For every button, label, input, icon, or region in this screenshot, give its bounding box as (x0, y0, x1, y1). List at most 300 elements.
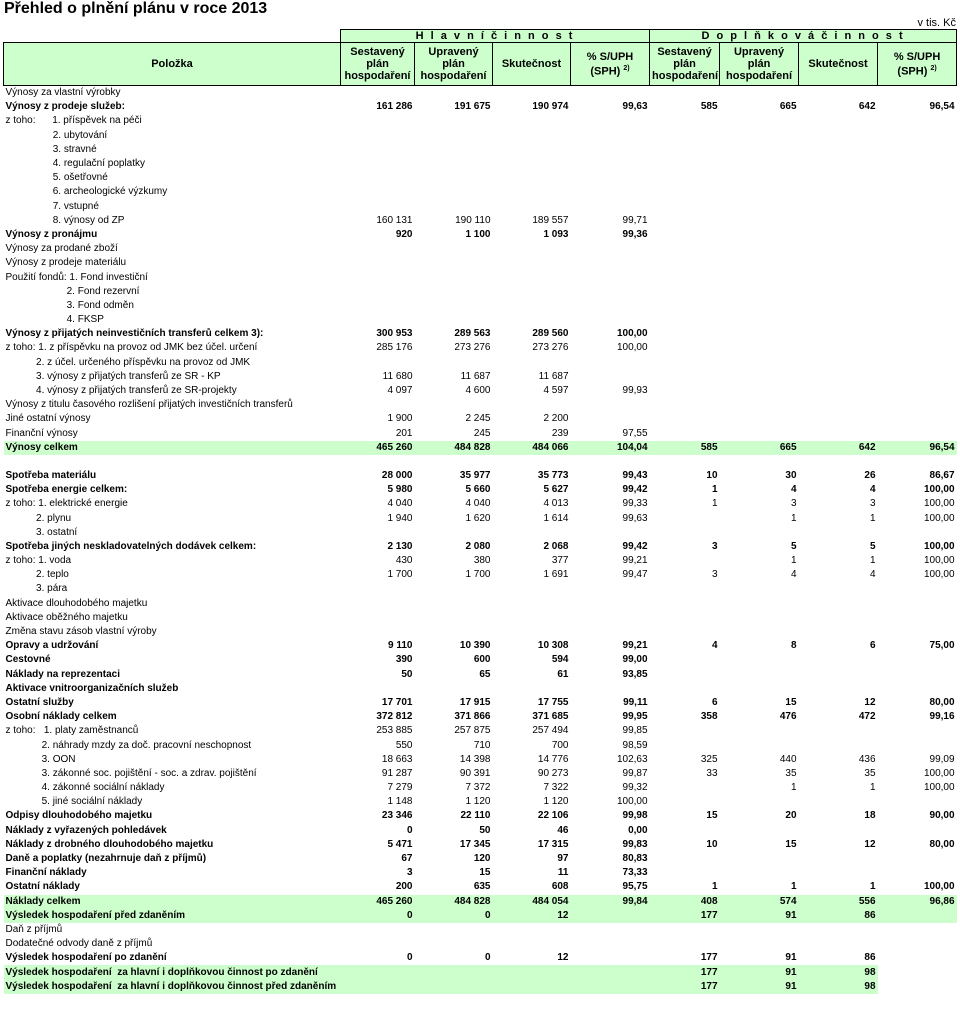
table-row (4, 511, 957, 525)
row-value: 190 974 (532, 101, 569, 113)
row-value: 4 (790, 484, 797, 496)
row-value (878, 185, 957, 199)
row-value (878, 171, 957, 185)
row-value: 10 308 (537, 640, 569, 652)
row-value (571, 270, 650, 284)
row-value: 2 245 (465, 413, 491, 425)
row-label: z toho: 1. voda (5, 555, 72, 567)
row-label: 3. stravné (5, 143, 97, 155)
table-row (4, 228, 957, 242)
row-value (571, 398, 650, 412)
table-row (4, 398, 957, 412)
row-value (878, 86, 957, 101)
table-row (4, 824, 957, 838)
row-value: 440 (779, 753, 797, 765)
header-sestaveny-dop: Sestavený plán hospodaření (650, 43, 720, 86)
row-value: 4 (869, 484, 876, 496)
row-value (878, 114, 957, 128)
row-value (799, 313, 878, 327)
row-value (799, 185, 878, 199)
row-label: Výsledek hospodaření za hlavní i doplňkovou činnost po zdanění (4, 965, 341, 979)
row-value (341, 455, 415, 469)
row-value: 476 (779, 711, 797, 723)
row-value (650, 228, 720, 242)
row-value: 177 (650, 980, 720, 994)
row-value (799, 143, 878, 157)
plan-table (3, 29, 957, 994)
row-value (720, 86, 799, 101)
table-row (4, 327, 957, 341)
row-value (571, 909, 650, 923)
row-value (799, 114, 878, 128)
row-value (878, 455, 957, 469)
row-value: 96,86 (878, 895, 957, 909)
row-value (493, 611, 571, 625)
row-value: 61 (557, 668, 569, 680)
row-value (415, 157, 493, 171)
row-label: Spotřeba jiných neskladovatelných dodávek celkem: (5, 540, 257, 552)
row-value (799, 299, 878, 313)
row-value: 7 279 (387, 782, 413, 794)
row-value (799, 200, 878, 214)
row-value: 99,71 (622, 214, 648, 226)
row-value: 15 (785, 696, 797, 708)
row-value (878, 313, 957, 327)
row-value (415, 526, 493, 540)
row-value (571, 285, 650, 299)
row-value (799, 795, 878, 809)
row-value (415, 455, 493, 469)
row-value (341, 270, 415, 284)
row-value (878, 653, 957, 667)
table-row (4, 129, 957, 143)
row-value (341, 937, 415, 951)
row-value: 12 (864, 838, 876, 850)
row-value: 6 (869, 640, 876, 652)
table-row (4, 866, 957, 880)
row-value: 22 110 (460, 810, 491, 822)
row-value: 86 (799, 909, 878, 923)
row-value (571, 412, 650, 426)
row-value (493, 270, 571, 284)
row-value (650, 554, 720, 568)
row-value: 4 (711, 640, 718, 652)
row-value: 75,00 (929, 640, 955, 652)
row-value: 99,33 (622, 498, 648, 510)
row-value (799, 270, 878, 284)
row-value (493, 157, 571, 171)
row-label: Změna stavu zásob vlastní výroby (5, 626, 157, 638)
row-value (571, 242, 650, 256)
row-value (571, 965, 650, 979)
row-value: 99,11 (623, 696, 648, 708)
row-value: 1 093 (543, 228, 569, 240)
row-value (493, 625, 571, 639)
unit-label: v tis. Kč (917, 17, 956, 29)
table-row (4, 597, 957, 611)
table-row (4, 356, 957, 370)
row-value: 14 398 (459, 753, 491, 765)
row-value: 33 (706, 767, 718, 779)
header-upraveny-hl: Upravený plán hospodaření (415, 43, 493, 86)
table-row (4, 781, 957, 795)
row-value: 46 (557, 824, 569, 836)
row-value (650, 200, 720, 214)
row-value (415, 682, 493, 696)
row-value (415, 625, 493, 639)
row-value: 11 687 (460, 370, 491, 382)
row-value: 4 040 (465, 498, 491, 510)
row-value (878, 143, 957, 157)
row-value (650, 724, 720, 738)
row-value (493, 582, 571, 596)
row-value (650, 356, 720, 370)
row-value: 430 (395, 555, 413, 567)
row-value (650, 738, 720, 752)
row-value: 15 (706, 810, 718, 822)
table-row (4, 611, 957, 625)
row-value: 98 (799, 980, 878, 994)
row-value (650, 270, 720, 284)
row-value: 1 (869, 555, 876, 567)
row-value: 100,00 (923, 782, 955, 794)
row-value: 1 (790, 782, 797, 794)
row-value: 10 (706, 838, 718, 850)
row-value: 93,85 (622, 668, 648, 680)
row-label: 3. zákonné soc. pojištění - soc. a zdrav. pojištění (5, 767, 257, 779)
row-value (720, 242, 799, 256)
row-value (415, 299, 493, 313)
row-label: 5. jiné sociální náklady (5, 796, 143, 808)
row-value (878, 668, 957, 682)
row-value (341, 398, 415, 412)
row-value (799, 129, 878, 143)
row-value: 1 148 (387, 796, 413, 808)
row-label: Náklady z drobného dlouhodobého majetku (5, 838, 214, 850)
row-value (415, 171, 493, 185)
row-value: 257 494 (532, 725, 569, 737)
row-value: 17 345 (459, 838, 491, 850)
row-value: 190 110 (455, 214, 491, 226)
table-row (4, 753, 957, 767)
row-value (799, 427, 878, 441)
row-value (341, 114, 415, 128)
row-value (878, 980, 957, 994)
row-value (799, 341, 878, 355)
row-value (799, 526, 878, 540)
row-label: 6. archeologické výzkumy (5, 186, 168, 198)
row-value: 257 875 (454, 725, 491, 737)
row-value (341, 682, 415, 696)
row-label: Osobní náklady celkem (5, 711, 117, 723)
row-value: 3 (406, 867, 413, 879)
row-value (341, 285, 415, 299)
row-value: 99,63 (622, 512, 648, 524)
table-row (4, 767, 957, 781)
row-value (571, 526, 650, 540)
row-label: 5. ošetřovné (5, 172, 108, 184)
row-value (878, 795, 957, 809)
table-row (4, 809, 957, 823)
row-value (720, 270, 799, 284)
table-row (4, 724, 957, 738)
table-row (4, 838, 957, 852)
row-value (799, 412, 878, 426)
row-value (720, 724, 799, 738)
row-value: 80,00 (929, 838, 955, 850)
header-doplnkova: D o p l ň k o v á č i n n o s t (650, 30, 957, 43)
row-value (878, 256, 957, 270)
row-value (650, 398, 720, 412)
row-value (720, 256, 799, 270)
row-value (571, 582, 650, 596)
row-value (650, 866, 720, 880)
row-value: 91 (720, 980, 799, 994)
row-value: 14 776 (537, 753, 569, 765)
row-value (878, 129, 957, 143)
row-value (341, 129, 415, 143)
row-value: 99,16 (929, 711, 955, 723)
row-value: 920 (395, 228, 413, 240)
row-value (799, 724, 878, 738)
row-value (720, 171, 799, 185)
row-value: 99,95 (622, 711, 648, 723)
row-value (341, 923, 415, 937)
row-value (493, 937, 571, 951)
row-value: 20 (785, 810, 797, 822)
row-value: 1 614 (543, 512, 569, 524)
row-value (720, 653, 799, 667)
row-value (650, 653, 720, 667)
row-value: 5 (869, 540, 876, 552)
header-polozka: Položka (4, 43, 341, 86)
row-value: 160 131 (376, 214, 413, 226)
row-value: 99,63 (622, 101, 648, 113)
table-row (4, 696, 957, 710)
row-label: Aktivace oběžného majetku (5, 611, 128, 623)
row-value (878, 597, 957, 611)
row-value: 1 (869, 512, 876, 524)
row-value: 91 (785, 952, 797, 964)
row-value (799, 356, 878, 370)
row-value (493, 114, 571, 128)
row-value (571, 157, 650, 171)
row-value: 100,00 (923, 555, 955, 567)
row-value: 100,00 (923, 881, 955, 893)
table-row (4, 738, 957, 752)
row-value (720, 129, 799, 143)
row-label: Spotřeba energie celkem: (5, 484, 128, 496)
row-value: 100,00 (923, 498, 955, 510)
row-value (493, 129, 571, 143)
row-label: Výnosy z přijatých neinvestičních transferů celkem 3): (5, 328, 264, 340)
row-value (720, 455, 799, 469)
row-value (493, 313, 571, 327)
row-value: 26 (864, 469, 876, 481)
row-value: 12 (557, 952, 569, 964)
table-row (4, 214, 957, 228)
row-value: 1 (790, 881, 797, 893)
row-value (415, 965, 493, 979)
row-value (720, 398, 799, 412)
row-value (720, 356, 799, 370)
row-value: 1 (869, 782, 876, 794)
row-value (799, 682, 878, 696)
row-value: 18 (864, 810, 876, 822)
row-value (799, 824, 878, 838)
row-value (571, 370, 650, 384)
row-label: z toho: 1. příspěvek na péči (5, 115, 142, 127)
row-value (650, 511, 720, 525)
row-value (878, 682, 957, 696)
row-value (341, 582, 415, 596)
row-value: 5 660 (465, 484, 491, 496)
row-value: 12 (493, 909, 571, 923)
row-value (878, 341, 957, 355)
row-value (878, 909, 957, 923)
row-value: 91 (720, 965, 799, 979)
row-label: 2. plynu (5, 512, 72, 524)
row-value (720, 611, 799, 625)
header-blank (4, 30, 341, 43)
header-upraveny-dop: Upravený plán hospodaření (720, 43, 799, 86)
row-value (799, 285, 878, 299)
row-value: 91 (720, 909, 799, 923)
row-value (650, 341, 720, 355)
table-row (4, 980, 957, 994)
table-row (4, 937, 957, 951)
table-row (4, 554, 957, 568)
row-value (878, 824, 957, 838)
row-value (341, 200, 415, 214)
row-value (720, 795, 799, 809)
row-value: 30 (785, 469, 797, 481)
row-value: 35 (864, 767, 876, 779)
row-value: 96,54 (929, 101, 955, 113)
row-value (720, 682, 799, 696)
row-label: Výsledek hospodaření před zdaněním (4, 909, 341, 923)
table-row (4, 455, 957, 469)
row-value: 585 (650, 441, 720, 455)
row-value (720, 738, 799, 752)
row-value (650, 455, 720, 469)
row-value (650, 582, 720, 596)
row-value (878, 242, 957, 256)
row-value (720, 313, 799, 327)
row-value: 17 315 (537, 838, 569, 850)
row-value: 86,67 (929, 469, 955, 481)
row-value (878, 724, 957, 738)
row-value (799, 653, 878, 667)
table-row (4, 200, 957, 214)
row-value: 100,00 (923, 512, 955, 524)
row-label: Finanční výnosy (5, 427, 78, 439)
row-value (493, 86, 571, 101)
row-value (878, 370, 957, 384)
table-row (4, 965, 957, 979)
row-value (341, 313, 415, 327)
row-value (799, 866, 878, 880)
row-value: 23 346 (381, 810, 413, 822)
row-label: Dodatečné odvody daně z příjmů (5, 938, 153, 950)
row-value (878, 526, 957, 540)
row-value: 5 (790, 540, 797, 552)
row-value (415, 185, 493, 199)
row-value: 99,21 (622, 640, 648, 652)
row-value (571, 86, 650, 101)
row-value (493, 285, 571, 299)
row-value: 177 (650, 909, 720, 923)
row-value: 96,54 (878, 441, 957, 455)
row-value (650, 129, 720, 143)
row-label: Výsledek hospodaření po zdanění (5, 952, 167, 964)
row-value (720, 427, 799, 441)
row-value (493, 299, 571, 313)
row-value: 99,36 (622, 228, 648, 240)
row-value (650, 143, 720, 157)
row-value (720, 143, 799, 157)
row-value (720, 185, 799, 199)
row-value: 10 (706, 469, 718, 481)
row-value (571, 143, 650, 157)
row-value (799, 738, 878, 752)
row-value (415, 285, 493, 299)
row-value: 1 120 (543, 796, 569, 808)
row-value (571, 313, 650, 327)
table-row (4, 384, 957, 398)
row-value (493, 682, 571, 696)
row-label: Náklady z vyřazených pohledávek (5, 824, 167, 836)
row-value: 177 (650, 965, 720, 979)
row-value: 15 (785, 838, 797, 850)
row-value (571, 299, 650, 313)
row-label: Daně a poplatky (nezahrnuje daň z příjmů) (5, 853, 207, 865)
row-value: 6 (711, 696, 718, 708)
row-value: 99,93 (622, 385, 648, 397)
row-value (493, 171, 571, 185)
row-value: 97 (557, 853, 569, 865)
row-value: 100,00 (923, 569, 955, 581)
row-value: 201 (395, 427, 413, 439)
row-value: 465 260 (341, 895, 415, 909)
table-row (4, 270, 957, 284)
row-value: 11 680 (382, 370, 413, 382)
row-value: 0 (415, 909, 493, 923)
row-value: 98 (799, 965, 878, 979)
table-row (4, 540, 957, 554)
table-row (4, 157, 957, 171)
row-value: 371 685 (532, 711, 569, 723)
row-value: 7 322 (543, 782, 569, 794)
row-value (341, 157, 415, 171)
row-label: 3. ostatní (5, 526, 78, 538)
row-label: 4. zákonné sociální náklady (5, 782, 165, 794)
row-value (799, 228, 878, 242)
row-value (493, 185, 571, 199)
row-value (341, 171, 415, 185)
row-value (650, 384, 720, 398)
row-value (650, 242, 720, 256)
row-value (720, 285, 799, 299)
row-value (878, 384, 957, 398)
row-value: 50 (401, 668, 413, 680)
row-value (650, 682, 720, 696)
row-value (571, 625, 650, 639)
row-value (493, 965, 571, 979)
row-value (650, 412, 720, 426)
row-value (650, 625, 720, 639)
row-value (878, 852, 957, 866)
